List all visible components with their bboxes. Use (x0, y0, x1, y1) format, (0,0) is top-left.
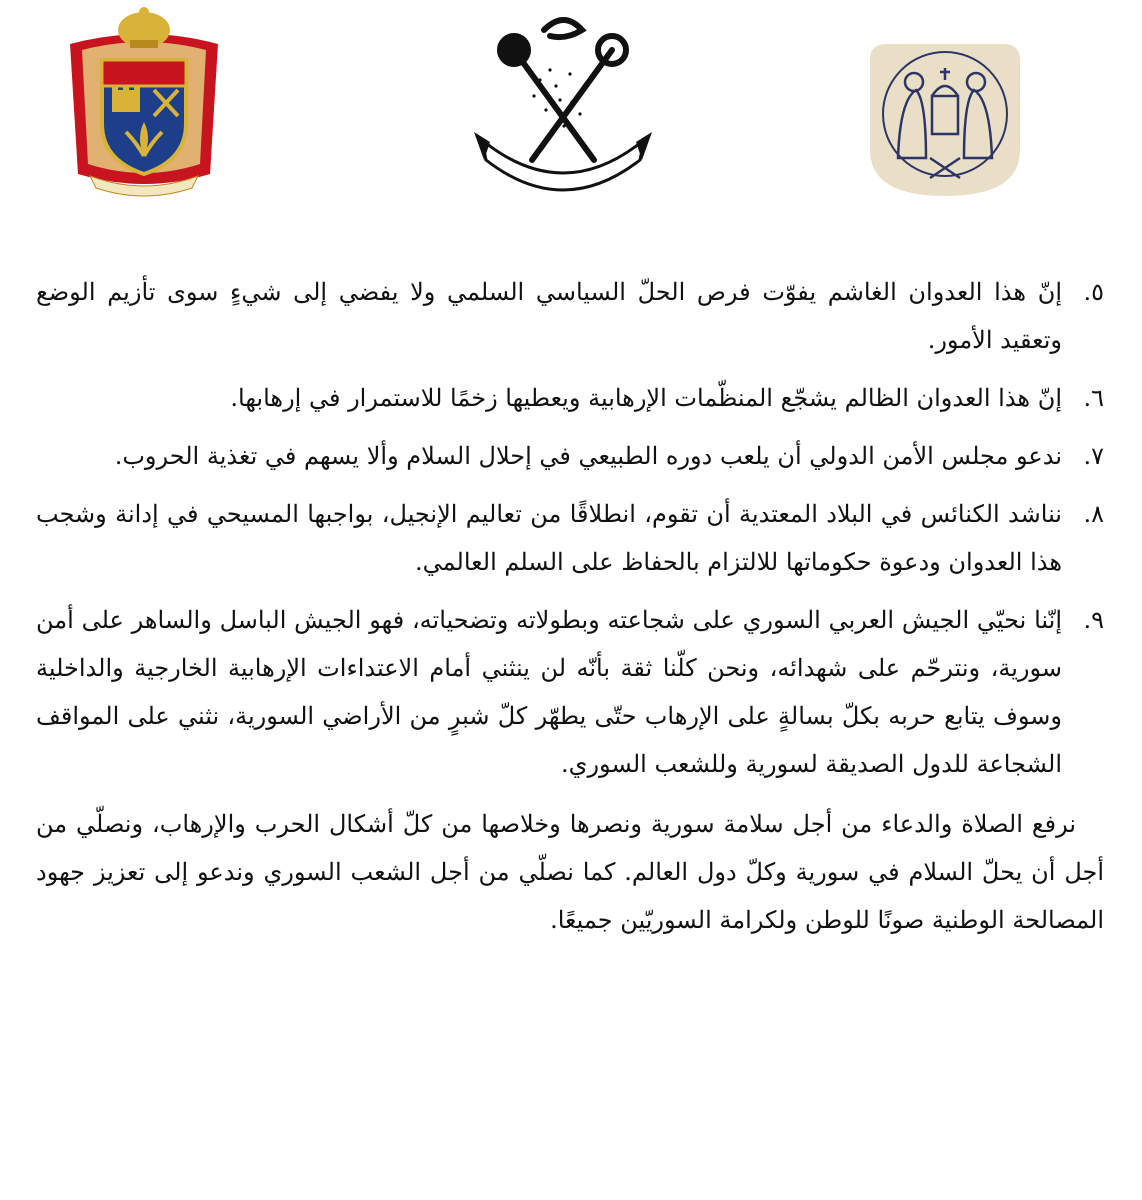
point-text: إنّ هذا العدوان الظالم يشجّع المنظّمات الإرهابية ويعطيها زخمًا للاستمرار في إرهابها. (230, 384, 1062, 412)
closing-paragraph: نرفع الصلاة والدعاء من أجل سلامة سورية ونصرها وخلاصها من كلّ أشكال الحرب والإرهاب، ونصلّي من أجل أن يحلّ السلام في سورية وكلّ دول العالم. كما نصلّي من أجل الشعب السوري وندعو إلى تعزيز جهود المصالحة الوطنية صونًا للوطن ولكرامة السوريّين جميعًا. (36, 810, 1104, 934)
point-text: ندعو مجلس الأمن الدولي أن يلعب دوره الطبيعي في إحلال السلام وألا يسهم في تغذية الحروب. (114, 442, 1062, 470)
saints-peter-paul-seal-logo (860, 40, 1030, 200)
point-number: ٧. (1083, 442, 1104, 470)
point-number: ٦. (1083, 384, 1104, 412)
numbered-points (36, 268, 1104, 788)
point-text: إنّنا نحيّي الجيش العربي السوري على شجاعته وبطولاته وتضحياته، فهو الجيش الباسل والساهر على أمن سورية، ونترحّم على شهدائه، ونحن كلّنا ثقة بأنّه لن ينثني أمام الاعتداءات الإرهابية الخارجية والداخلية وسوف يتابع حربه بكلّ بسالةٍ على الإرهاب حتّى يطهّر كلّ شبرٍ من الأراضي السورية، نثني على المواقف الشجاعة للدول الصديقة لسورية وللشعب السوري. (36, 606, 1062, 778)
document-body (36, 268, 1104, 968)
coat-of-arms-logo (60, 4, 228, 200)
header-logos (0, 0, 1142, 225)
point-item (36, 596, 1104, 788)
point-item (36, 490, 1104, 586)
point-item (36, 374, 1104, 422)
point-text: نناشد الكنائس في البلاد المعتدية أن تقوم، انطلاقًا من تعاليم الإنجيل، بواجبها المسيحي في إدانة وشجب هذا العدوان ودعوة حكوماتها للالتزام بالحفاظ على السلم العالمي. (36, 500, 1062, 576)
point-item (36, 432, 1104, 480)
point-number: ٥. (1083, 278, 1104, 306)
crossed-keys-emblem-logo (470, 10, 656, 206)
point-item (36, 268, 1104, 364)
point-text: إنّ هذا العدوان الغاشم يفوّت فرص الحلّ السياسي السلمي ولا يفضي إلى شيءٍ سوى تأزيم الوضع وتعقيد الأمور. (36, 278, 1062, 354)
point-number: ٩. (1083, 606, 1104, 634)
point-number: ٨. (1083, 500, 1104, 528)
